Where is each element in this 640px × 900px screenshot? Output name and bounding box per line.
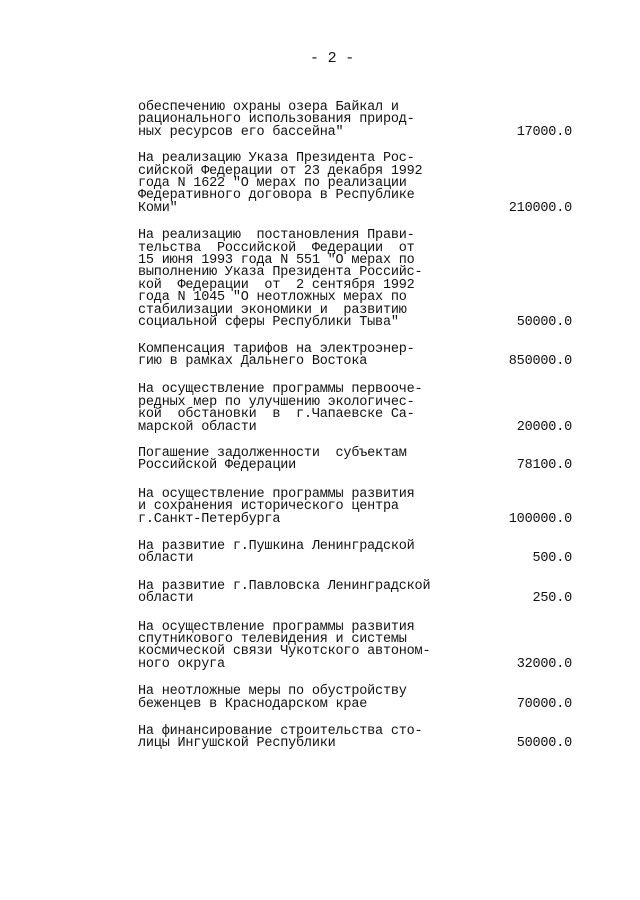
entry-description: На осуществление программы первооче- редных мер по улучшению экологичес- кой обстановки в г.Чапаевске Са- марской области	[138, 382, 423, 435]
funding-entry-komi	[138, 153, 572, 215]
entry-amount: 210000.0	[508, 200, 572, 216]
funding-entry-far-east-energy	[138, 341, 572, 369]
entry-description: На неотложные меры по обустройству беженцев в Краснодарском крае	[138, 684, 407, 712]
entry-description: На развитие г.Павловска Ленинградской области	[138, 578, 431, 607]
funding-entry-tyva	[138, 230, 572, 329]
funding-entry-saint-petersburg	[138, 486, 572, 527]
funding-entry-chukotka-telecom	[138, 619, 572, 672]
funding-entry-debt-repayment	[138, 445, 572, 474]
entry-amount: 70000.0	[516, 696, 572, 712]
entry-description: На осуществление программы развития спутникового телевидения и системы космической связи Чукотского автоном- ного округа	[138, 619, 431, 672]
funding-entry-refugees-krasnodar	[138, 686, 572, 711]
entry-description: Погашение задолженности субъектам Российской Федерации	[138, 445, 407, 474]
funding-entry-pavlovsk	[138, 578, 572, 607]
funding-entry-ingush-capital	[138, 726, 572, 751]
funding-list	[138, 102, 572, 766]
entry-amount: 500.0	[532, 551, 572, 567]
entry-description: Компенсация тарифов на электроэнер- гию в рамках Дальнего Востока	[138, 341, 415, 369]
entry-amount: 50000.0	[516, 315, 572, 331]
entry-amount: 850000.0	[508, 353, 572, 369]
entry-amount: 250.0	[532, 591, 572, 607]
entry-amount: 17000.0	[516, 124, 572, 140]
entry-description: На реализацию постановления Прави- тельства Российской Федерации от 15 июня 1993 года N 551 "О мерах по выполнению Указа Президента Российс- кой Федерации от 2 сентября 1992 года N 1045 "О неотложных мерах по стабилизации экономики и развитию социальной сферы Республики Тыва"	[138, 228, 423, 331]
page-number: - 2 -	[309, 50, 354, 67]
funding-entry-baikal	[138, 102, 572, 139]
entry-amount: 20000.0	[516, 419, 572, 435]
entry-amount: 100000.0	[508, 511, 572, 527]
entry-amount: 78100.0	[516, 458, 572, 474]
entry-description: На развитие г.Пушкина Ленинградской области	[138, 538, 415, 567]
funding-entry-chapaevsk	[138, 384, 572, 434]
entry-description: обеспечению охраны озера Байкал и рационального использования природ- ных ресурсов его бассейна"	[138, 100, 415, 140]
funding-entry-pushkin	[138, 538, 572, 567]
entry-amount: 50000.0	[516, 736, 572, 752]
entry-description: На реализацию Указа Президента Рос- сийской Федерации от 23 декабря 1992 года N 1622 "О мерах по реализации Федеративного договора в Республике Коми"	[138, 151, 423, 216]
entry-amount: 32000.0	[516, 656, 572, 672]
entry-description: На осуществление программы развития и сохранения исторического центра г.Санкт-Петербурга	[138, 486, 415, 527]
entry-description: На финансирование строительства сто- лицы Ингушской Республики	[138, 724, 423, 752]
